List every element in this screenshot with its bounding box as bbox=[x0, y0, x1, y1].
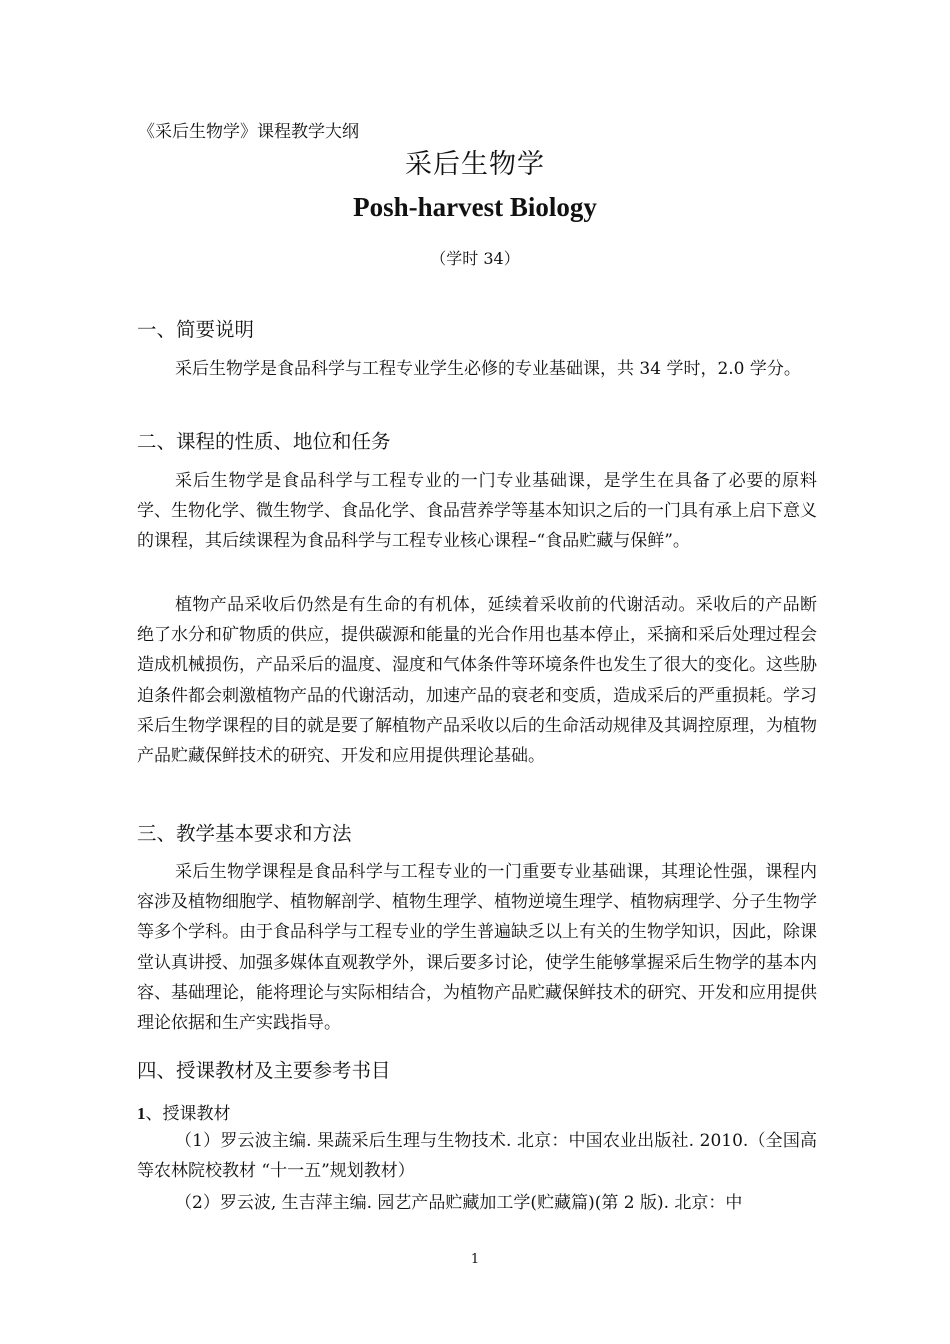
subsection-label: 、授课教材 bbox=[145, 1104, 231, 1124]
reference-2: （2）罗云波, 生吉萍主编. 园艺产品贮藏加工学(贮藏篇)(第 2 版). 北京：中 bbox=[175, 1193, 743, 1213]
section-2-paragraph-2: 植物产品采收后仍然是有生命的有机体，延续着采收前的代谢活动。采收后的产品断绝了水分和矿物质的供应，提供碳源和能量的光合作用也基本停止，采摘和采后处理过程会造成机械损伤，产品采后的温度、湿度和气体条件等环境条件也发生了很大的变化。这些胁迫条件都会刺激植物产品的代谢活动，加速产品的衰老和变质，造成采后的严重损耗。学习采后生物学课程的目的就是要了解植物产品采收以后的生命活动规律及其调控原理，为植物产品贮藏保鲜技术的研究、开发和应用提供理论基础。 bbox=[137, 595, 817, 767]
section-2-paragraph-1: 采后生物学是食品科学与工程专业的一门专业基础课，是学生在具备了必要的原料学、生物化学、微生物学、食品化学、食品营养学等基本知识之后的一门具有承上启下意义的课程，其后续课程为食品科学与工程专业核心课程–“食品贮藏与保鲜”。 bbox=[137, 471, 817, 552]
subsection-heading bbox=[137, 1099, 231, 1124]
document-header: 《采后生物学》课程教学大纲 bbox=[138, 122, 359, 142]
reference-1: （1）罗云波主编. 果蔬采后生理与生物技术. 北京：中国农业出版社. 2010.（全国高等农林院校教材 “十一五”规划教材） bbox=[137, 1131, 817, 1182]
section-heading-3: 三、教学基本要求和方法 bbox=[137, 822, 352, 845]
section-heading-1: 一、简要说明 bbox=[137, 318, 255, 341]
subsection-number: 1 bbox=[137, 1104, 146, 1123]
section-1-paragraph: 采后生物学是食品科学与工程专业学生必修的专业基础课，共 34 学时，2.0 学分。 bbox=[175, 359, 801, 379]
page-number: 1 bbox=[470, 1252, 480, 1267]
title-chinese: 采后生物学 bbox=[405, 149, 545, 180]
section-heading-2: 二、课程的性质、地位和任务 bbox=[137, 430, 391, 453]
section-3-paragraph: 采后生物学课程是食品科学与工程专业的一门重要专业基础课，其理论性强，课程内容涉及植物细胞学、植物解剖学、植物生理学、植物逆境生理学、植物病理学、分子生物学等多个学科。由于食品科学与工程专业的学生普遍缺乏以上有关的生物学知识，因此，除课堂认真讲授、加强多媒体直观教学外，课后要多讨论，使学生能够掌握采后生物学的基本内容、基础理论，能将理论与实际相结合，为植物产品贮藏保鲜技术的研究、开发和应用提供理论依据和生产实践指导。 bbox=[137, 862, 817, 1034]
course-hours: （学时 34） bbox=[430, 249, 520, 268]
section-heading-4: 四、授课教材及主要参考书目 bbox=[137, 1059, 391, 1082]
title-english: Posh-harvest Biology bbox=[353, 192, 597, 222]
